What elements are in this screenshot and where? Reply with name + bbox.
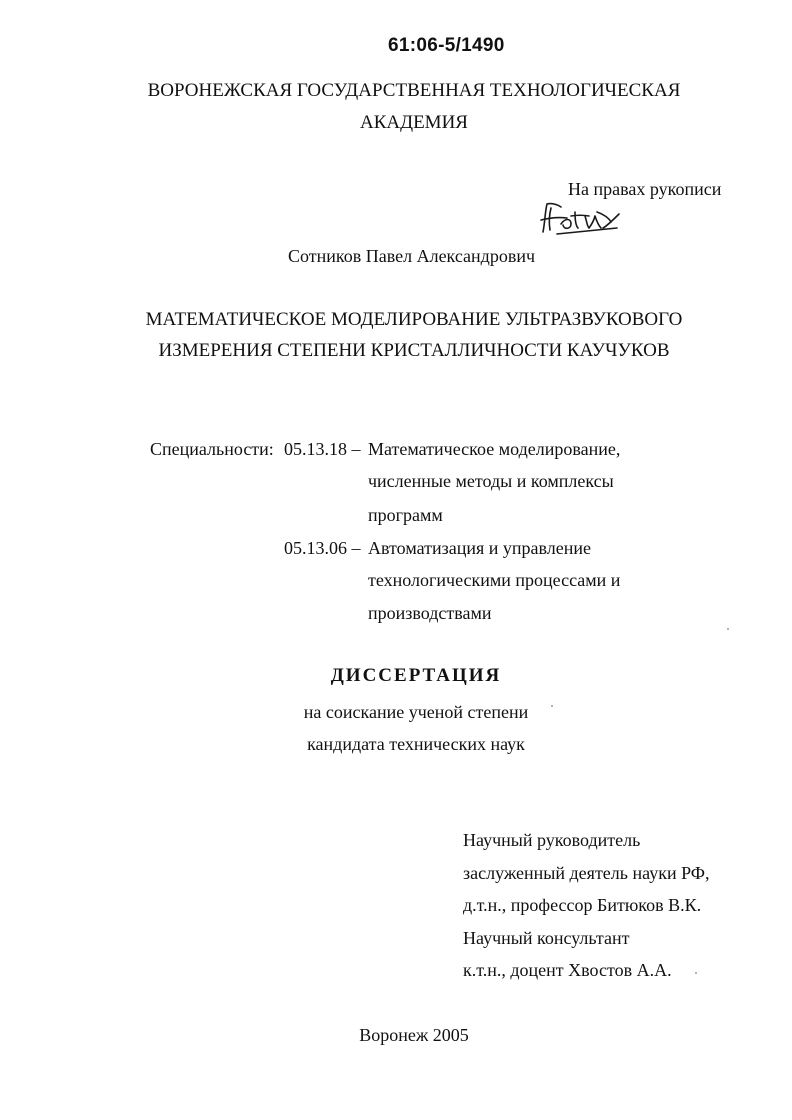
specialty-2-line-3: производствами bbox=[368, 603, 492, 623]
archive-code: 61:06-5/1490 bbox=[388, 35, 505, 56]
degree-line-1: на соискание ученой степени bbox=[303, 702, 529, 722]
author-name: Сотников Павел Александрович bbox=[288, 246, 536, 266]
specialty-2-line-2: технологическими процессами и bbox=[368, 570, 621, 590]
scan-speck bbox=[551, 705, 553, 707]
specialties-label: Специальности: bbox=[150, 439, 274, 459]
manuscript-rights: На правах рукописи bbox=[568, 179, 722, 199]
institution-line-1: ВОРОНЕЖСКАЯ ГОСУДАРСТВЕННАЯ ТЕХНОЛОГИЧЕСКАЯ bbox=[147, 80, 681, 101]
supervisor-line-2: заслуженный деятель науки РФ, bbox=[463, 863, 710, 883]
specialty-2-line-1: Автоматизация и управление bbox=[368, 538, 592, 558]
institution-line-2: АКАДЕМИЯ bbox=[360, 112, 468, 133]
title-line-1: МАТЕМАТИЧЕСКОЕ МОДЕЛИРОВАНИЕ УЛЬТРАЗВУКОВОГО bbox=[145, 309, 683, 330]
specialty-1-line-1: Математическое моделирование, bbox=[368, 439, 621, 459]
consultant-line-2: к.т.н., доцент Хвостов А.А. bbox=[463, 960, 672, 980]
scan-speck bbox=[727, 628, 729, 630]
specialty-code-2: 05.13.06 – bbox=[284, 538, 361, 558]
title-line-2: ИЗМЕРЕНИЯ СТЕПЕНИ КРИСТАЛЛИЧНОСТИ КАУЧУКОВ bbox=[158, 340, 670, 361]
dissertation-heading: ДИССЕРТАЦИЯ bbox=[330, 665, 502, 686]
specialty-code-1: 05.13.18 – bbox=[284, 439, 361, 459]
city-year: Воронеж 2005 bbox=[359, 1025, 469, 1045]
supervisor-line-1: Научный руководитель bbox=[463, 830, 641, 850]
consultant-line-1: Научный консультант bbox=[463, 928, 630, 948]
specialty-1-line-3: программ bbox=[368, 505, 443, 525]
scan-speck bbox=[695, 972, 697, 974]
signature-icon bbox=[537, 198, 621, 240]
supervisor-line-3: д.т.н., профессор Битюков В.К. bbox=[463, 895, 702, 915]
specialty-1-line-2: численные методы и комплексы bbox=[368, 471, 614, 491]
degree-line-2: кандидата технических наук bbox=[307, 734, 525, 754]
